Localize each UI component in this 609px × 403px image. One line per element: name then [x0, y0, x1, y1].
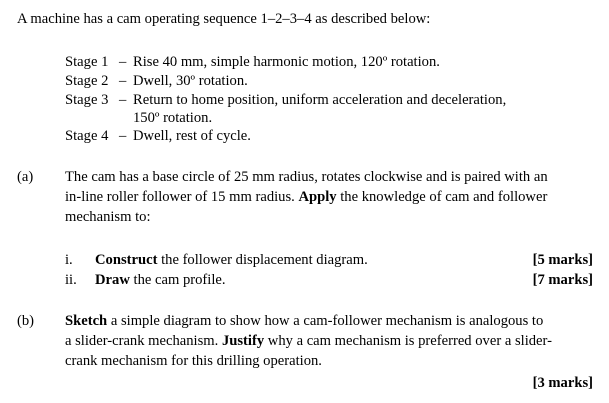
stage-text: Dwell, rest of cycle. [133, 128, 251, 144]
stage-dash: – [119, 54, 127, 70]
justify-keyword: Justify [221, 333, 265, 349]
part-a-label: (a) [17, 169, 34, 185]
stage-dash: – [119, 73, 127, 89]
part-a-line-2-text: in-line roller follower of 15 mm radius. [65, 189, 295, 205]
intro-text: A machine has a cam operating sequence 1–2–3–4 as described below: [17, 11, 431, 27]
stage-label: Stage 4 [65, 128, 109, 144]
draw-keyword: Draw [95, 272, 130, 288]
part-a-line-3: mechanism to: [65, 209, 151, 225]
part-b-label: (b) [17, 313, 35, 329]
part-a-item-1-marks: [5 marks] [532, 252, 593, 268]
stage-4 [65, 127, 251, 146]
part-a-item-1 [95, 251, 368, 270]
part-a-line-1: The cam has a base circle of 25 mm radius, rotates clockwise and is paired with an [65, 169, 548, 185]
part-b-line-3: crank mechanism for this drilling operation. [65, 353, 322, 369]
part-b-line-2 [65, 332, 596, 351]
stage-3-continuation: 150º rotation. [133, 110, 213, 126]
stage-text: Dwell, 30º rotation. [133, 73, 248, 89]
part-a-item-2-text: the cam profile. [133, 272, 226, 288]
part-a-item-1-number: i. [65, 252, 73, 268]
stage-dash: – [119, 92, 127, 108]
part-b-line-1-text: a simple diagram to show how a cam-follower mechanism is analogous to [110, 313, 544, 329]
part-b-line-1 [65, 312, 596, 331]
stage-dash: – [119, 128, 127, 144]
part-a-item-2-marks: [7 marks] [532, 272, 593, 288]
stage-label: Stage 1 [65, 54, 109, 70]
stage-3 [65, 91, 506, 110]
part-a-apply-keyword: Apply [298, 189, 337, 205]
part-a-item-2-number: ii. [65, 272, 77, 288]
stage-text: Return to home position, uniform acceleration and deceleration, [133, 92, 507, 108]
construct-keyword: Construct [95, 252, 158, 268]
part-b-line-2-rest: why a cam mechanism is preferred over a slider- [267, 333, 552, 349]
part-a-line-2 [65, 188, 596, 207]
stage-1 [65, 53, 440, 72]
part-b-marks: [3 marks] [532, 375, 593, 391]
part-a-item-1-text: the follower displacement diagram. [161, 252, 368, 268]
stage-2 [65, 72, 248, 91]
part-b-line-2-text: a slider-crank mechanism. [65, 333, 219, 349]
sketch-keyword: Sketch [65, 313, 108, 329]
part-a-line-2-rest: the knowledge of cam and follower [340, 189, 548, 205]
stage-label: Stage 3 [65, 92, 109, 108]
stage-label: Stage 2 [65, 73, 109, 89]
stage-text: Rise 40 mm, simple harmonic motion, 120º rotation. [133, 54, 440, 70]
part-a-item-2 [95, 271, 226, 290]
